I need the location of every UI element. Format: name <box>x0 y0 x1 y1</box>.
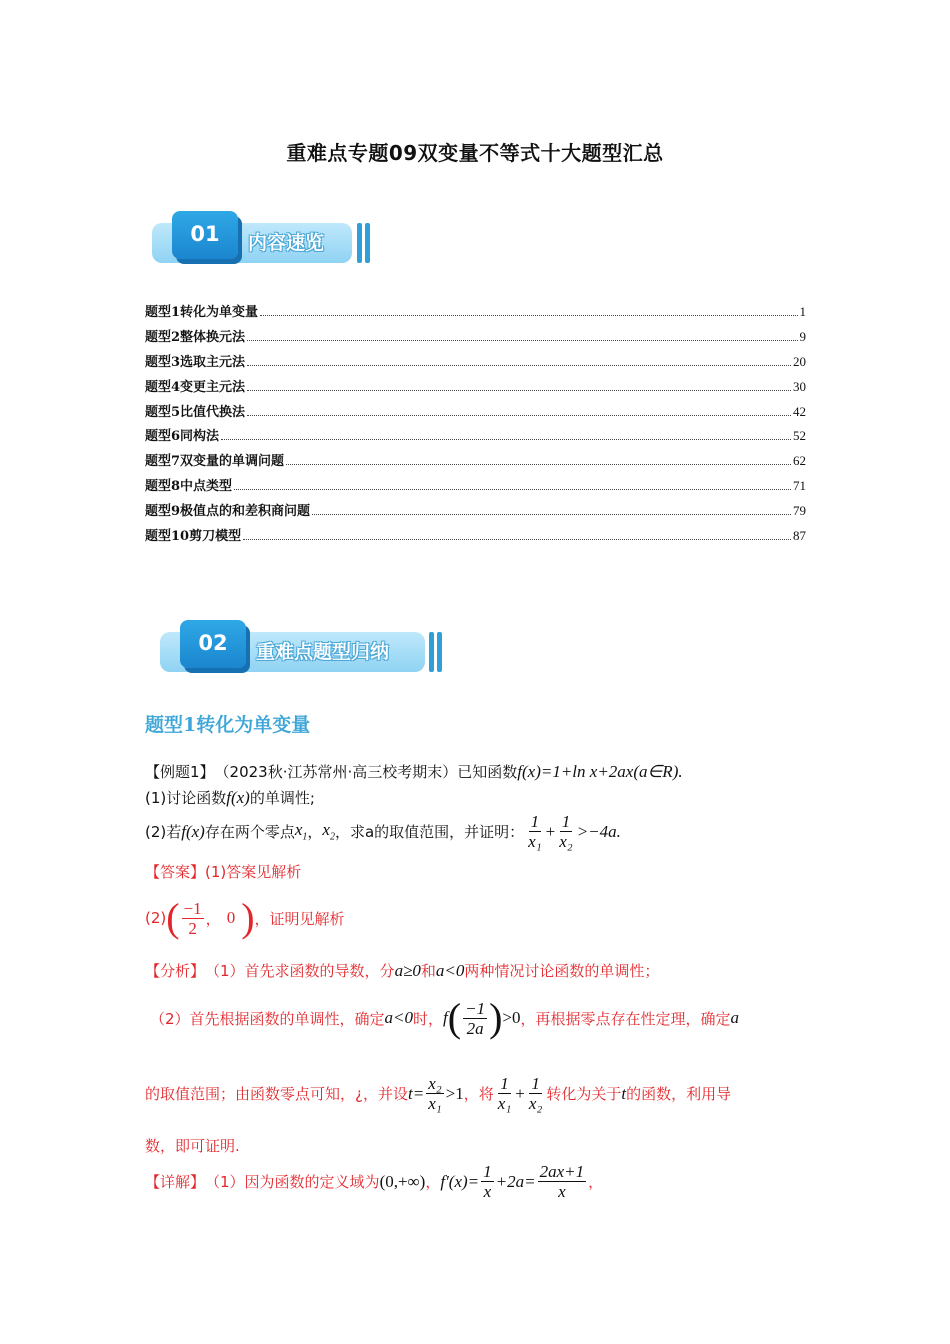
numerator: −1 <box>465 998 486 1018</box>
denominator: x₁ <box>528 832 542 851</box>
question-1 <box>145 787 315 808</box>
analysis-text: 转化为关于 <box>546 1085 622 1103</box>
question-1-text: (1)讨论函数 <box>145 789 227 807</box>
toc-title: 题型8中点类型 <box>145 479 233 495</box>
toc-leader <box>260 315 797 316</box>
toc-leader <box>286 464 791 465</box>
answer-2-label: (2) <box>145 909 167 927</box>
denominator: x₁ <box>497 1094 512 1113</box>
detail-line-1 <box>145 1162 603 1201</box>
toc-title: 题型6同构法 <box>145 429 220 445</box>
banner-label: 内容速览 <box>248 232 325 254</box>
toc-page: 71 <box>793 478 806 494</box>
toc-leader <box>312 514 791 515</box>
fraction <box>481 1162 494 1201</box>
analysis-text: 数，即可证明. <box>145 1137 240 1155</box>
section-banner-contents <box>152 211 372 269</box>
numerator: 1 <box>561 812 571 831</box>
right-paren: ) <box>489 995 503 1040</box>
left-paren: ( <box>166 895 180 940</box>
question-2 <box>145 812 621 851</box>
numerator: 2ax+1 <box>539 1162 585 1181</box>
example-statement <box>145 761 683 782</box>
question-2-sep: ， <box>307 823 323 841</box>
numerator: −1 <box>183 898 202 918</box>
domain-interval: (0,+∞) <box>379 1171 426 1191</box>
analysis-text: （1）首先求函数的导数，分 <box>205 962 395 980</box>
example-source: （2023秋·江苏常州·高三校考期末）已知函数 <box>214 763 518 781</box>
math-expr: a≥0 <box>394 960 421 980</box>
numerator: 1 <box>500 1074 509 1093</box>
math-expr: t= <box>408 1083 425 1103</box>
fraction <box>426 1074 443 1113</box>
analysis-text: ，将 <box>463 1085 494 1103</box>
table-of-contents <box>145 301 806 550</box>
analysis-line-4 <box>145 1135 240 1156</box>
fraction <box>527 1074 544 1113</box>
toc-page: 9 <box>799 328 806 344</box>
toc-page: 52 <box>793 428 806 444</box>
right-paren: ) <box>241 895 255 940</box>
banner-stripe <box>365 223 370 263</box>
toc-title: 题型5比值代换法 <box>145 404 246 420</box>
math-expr: +2a= <box>495 1171 536 1191</box>
question-2-text: ，求a的取值范围，并证明： <box>334 823 525 841</box>
denominator: x <box>558 1182 566 1201</box>
toc-title: 题型9极值点的和差积商问题 <box>145 504 311 520</box>
analysis-text: ，并设 <box>362 1085 408 1103</box>
plus-sign: + <box>545 821 556 841</box>
analysis-text: 的函数，利用导 <box>626 1085 732 1103</box>
analysis-text: （2）首先根据函数的单调性，确定 <box>150 1009 385 1028</box>
banner-label: 重难点题型归纳 <box>256 641 390 663</box>
numerator: 1 <box>531 1074 540 1093</box>
detail-text: （1）因为函数的定义域为 <box>205 1173 380 1191</box>
banner-stripe <box>437 632 442 672</box>
answer-line-1 <box>145 861 301 882</box>
analysis-label: 【分析】 <box>145 962 206 980</box>
math-var: x <box>294 820 303 840</box>
toc-leader <box>221 439 791 440</box>
analysis-line-2 <box>150 995 740 1040</box>
analysis-line-3 <box>145 1074 731 1113</box>
separator: ， <box>205 909 221 928</box>
analysis-text: 两种情况讨论函数的单调性； <box>464 962 660 980</box>
toc-title: 题型4变更主元法 <box>145 379 246 395</box>
toc-page: 87 <box>793 528 806 544</box>
toc-entry[interactable] <box>145 425 806 450</box>
toc-entry[interactable] <box>145 301 806 326</box>
analysis-text: 的取值范围；由函数零点可知， <box>145 1085 356 1103</box>
toc-title: 题型7双变量的单调问题 <box>145 454 285 470</box>
detail-text: ， <box>425 1173 441 1191</box>
question-2-text: 存在两个零点 <box>204 823 295 841</box>
fraction <box>496 1074 513 1113</box>
toc-entry[interactable] <box>145 401 806 426</box>
toc-page: 62 <box>793 453 806 469</box>
banner-number: 02 <box>180 620 246 668</box>
math-expr: >0 <box>502 1008 521 1027</box>
section-banner-types <box>160 620 445 678</box>
banner-number: 01 <box>172 211 238 259</box>
toc-leader <box>247 340 797 341</box>
toc-entry[interactable] <box>145 475 806 500</box>
toc-title: 题型1转化为单变量 <box>145 305 259 320</box>
derivative-expr: f′(x)= <box>440 1171 480 1191</box>
section-heading: 题型1转化为单变量 <box>145 714 311 736</box>
answer-2-tail: ，证明见解析 <box>254 909 345 928</box>
denominator: x <box>483 1182 492 1201</box>
fraction <box>463 999 487 1038</box>
math-var: t <box>621 1083 627 1103</box>
plus-sign: + <box>515 1083 525 1103</box>
question-1-tail: 的单调性; <box>249 789 315 807</box>
zero: 0 <box>226 908 236 927</box>
numerator: x₂ <box>428 1074 442 1093</box>
question-2-text: (2)若 <box>145 823 182 841</box>
analysis-text: ，再根据零点存在性定理，确定 <box>520 1009 731 1028</box>
math-var: x <box>322 820 330 840</box>
analysis-line-1 <box>145 960 659 981</box>
banner-stripe <box>429 632 434 672</box>
toc-leader <box>247 390 791 391</box>
denominator: 2a <box>466 1018 484 1038</box>
fraction <box>182 899 204 938</box>
question-2-func: f(x) <box>181 821 205 841</box>
math-x2: $x_2$ <box>322 820 335 843</box>
inequality-tail: >−4a. <box>576 821 621 841</box>
denominator: x₂ <box>559 832 573 851</box>
banner-stripe <box>357 223 362 263</box>
function-definition: f(x)=1+ln x+2ax(a∈R). <box>517 761 683 781</box>
toc-title: 题型2整体换元法 <box>145 329 246 345</box>
toc-entry[interactable] <box>145 351 806 376</box>
unknown-glyph: ¿ <box>355 1084 363 1103</box>
toc-leader <box>234 489 791 490</box>
detail-text: ， <box>588 1173 604 1191</box>
math-x1: $x_1$ <box>294 820 308 843</box>
analysis-text: 和 <box>420 962 436 980</box>
math-var: a <box>730 1008 740 1027</box>
math-expr: a<0 <box>435 960 465 980</box>
document-title: 重难点专题09双变量不等式十大题型汇总 <box>286 141 664 165</box>
toc-page: 42 <box>793 403 806 419</box>
math-expr: a<0 <box>384 1008 414 1027</box>
detail-label: 【详解】 <box>145 1173 206 1191</box>
math-expr: >1 <box>445 1083 464 1103</box>
fraction <box>526 812 543 851</box>
denominator: x₂ <box>528 1094 543 1113</box>
denominator: 2 <box>188 918 197 938</box>
toc-entry[interactable] <box>145 450 806 475</box>
numerator: 1 <box>483 1162 492 1181</box>
toc-page: 1 <box>799 304 806 319</box>
analysis-text: 时， <box>413 1009 444 1028</box>
toc-entry[interactable] <box>145 500 806 525</box>
toc-entry[interactable] <box>145 525 806 550</box>
toc-leader <box>247 415 791 416</box>
answer-1: (1)答案见解析 <box>205 863 302 881</box>
toc-page: 20 <box>793 353 806 369</box>
left-paren: ( <box>447 995 462 1040</box>
toc-leader <box>247 365 791 366</box>
toc-title: 题型3选取主元法 <box>145 354 246 370</box>
toc-page: 30 <box>793 378 806 394</box>
question-1-func: f(x) <box>226 787 250 807</box>
toc-page: 79 <box>793 503 806 519</box>
fraction <box>538 1162 587 1201</box>
answer-label: 【答案】 <box>145 863 206 881</box>
example-label: 【例题1】 <box>145 763 215 781</box>
numerator: 1 <box>530 812 540 831</box>
toc-entry[interactable] <box>145 326 806 351</box>
toc-title: 题型10剪刀模型 <box>145 529 242 545</box>
denominator: x₁ <box>428 1094 442 1113</box>
math-func: f <box>443 1008 448 1027</box>
toc-leader <box>243 539 791 540</box>
fraction <box>557 812 574 851</box>
answer-line-2 <box>145 895 345 940</box>
toc-entry[interactable] <box>145 376 806 401</box>
